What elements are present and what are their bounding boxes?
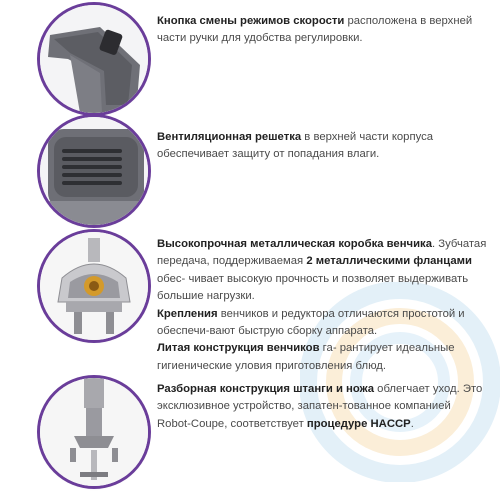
shaft-image: [40, 378, 148, 486]
feature-text: [157, 236, 487, 375]
feature-text: [157, 129, 487, 164]
text-run: .: [410, 417, 414, 430]
feature-paragraph: [157, 236, 487, 306]
bold-phrase: Литая конструкция венчиков: [157, 342, 320, 355]
feature-paragraph: [157, 129, 487, 164]
bold-phrase: Вентиляционная решетка: [157, 131, 302, 143]
feature-paragraph: [157, 340, 487, 375]
text-run: обес- чивает высокую прочность и позволяет выдерживать большие нагрузки.: [157, 272, 469, 303]
speed-switch-handle-icon: [40, 5, 148, 113]
bold-phrase: Разборная конструкция штанги и ножа: [157, 383, 375, 395]
bold-phrase: Крепления: [157, 307, 218, 320]
feature-text: [157, 381, 487, 433]
bold-phrase: Высокопрочная металлическая коробка венчика: [157, 238, 432, 250]
bold-phrase: 2 металлическими фланцами: [306, 255, 472, 268]
text-run: венчиков и редуктора отличаются простотой и обеспечи-вают быструю сборку аппарата.: [157, 307, 465, 338]
bold-phrase: Кнопка смены режимов скорости: [157, 15, 345, 27]
metal-gearbox-icon: [40, 232, 148, 340]
bold-phrase: процедуре HACCP: [306, 417, 411, 430]
feature-text: [157, 13, 487, 48]
feature-paragraph: [157, 13, 487, 48]
text-run: га- рантирует идеальные гигиенические уловия приготовления блюд.: [157, 342, 455, 372]
text-run: расположена в верхней части ручки для удобства регулировки.: [157, 15, 473, 45]
feature-paragraph: [157, 306, 487, 341]
speed-switch-image: [40, 5, 148, 113]
ventilation-image: [40, 117, 148, 225]
gearbox-image: [40, 232, 148, 340]
detachable-shaft-blade-icon: [40, 378, 148, 486]
text-run: в верхней части корпуса обеспечивает защиту от попадания влаги.: [157, 131, 434, 161]
text-run: . Зубчатая передача, поддерживаемая: [157, 238, 487, 268]
ventilation-grille-icon: [40, 117, 148, 225]
text-run: облегчает уход. Это эксклюзивное устройство, запатен-тованное компанией Robot-Coupe, соответствует: [157, 383, 483, 430]
feature-paragraph: [157, 381, 487, 433]
